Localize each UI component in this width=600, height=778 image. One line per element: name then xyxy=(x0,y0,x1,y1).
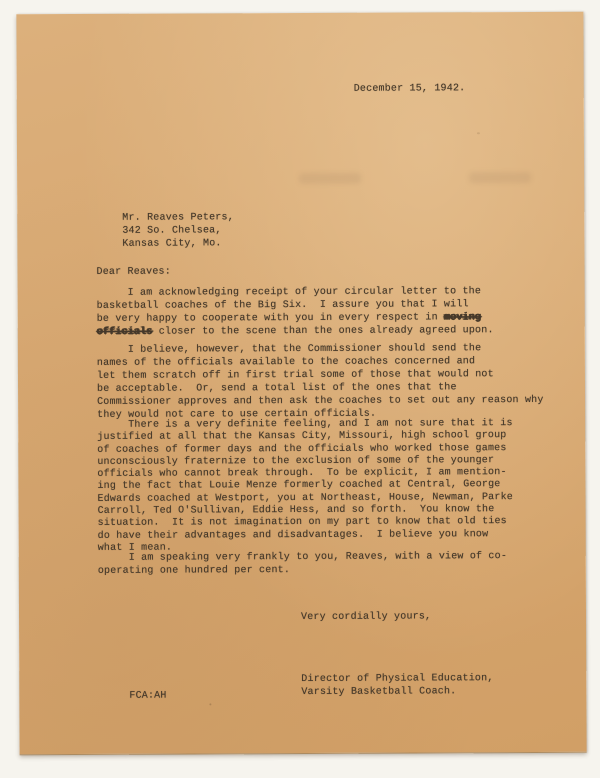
complimentary-closing: Very cordially yours, xyxy=(300,611,432,624)
typist-reference: FCA:AH xyxy=(129,690,167,702)
text-line: Commissioner approves and then ask the coaches to set out any reason why xyxy=(97,394,544,408)
text-line: ing the fact that Louie Menze formerly coached at Central, George xyxy=(97,479,501,493)
text-line: situation. It is not imagination on my part to know that old ties xyxy=(97,516,507,530)
overstruck-word: moving xyxy=(443,312,482,324)
text-line xyxy=(97,324,494,339)
typewritten-text-layer xyxy=(16,12,586,754)
text-line: what I mean. xyxy=(97,542,173,554)
signature-title-block xyxy=(301,672,493,699)
text-line: I am acknowledging receipt of your circular letter to the xyxy=(96,286,482,299)
text-line: Director of Physical Education, xyxy=(301,673,494,686)
text-line: unconsciously fraternize to the exclusion of some of the younger xyxy=(97,455,495,468)
body-paragraph-2 xyxy=(97,342,544,422)
text-line: names of the officials available to the coaches concerned and xyxy=(96,356,476,369)
text-line: basketball coaches of the Big Six. I assure you that I will xyxy=(96,299,469,312)
text-line: they would not care to use certain officials. xyxy=(97,408,377,421)
text-line: Edwards coached at Westport, you at Northeast, House, Newman, Parke xyxy=(97,491,513,505)
text-line: Carroll, Ted O'Sullivan, Eddie Hess, and so forth. You know the xyxy=(97,504,495,517)
body-paragraph-4 xyxy=(98,550,507,578)
text-line: There is a very definite feeling, and I am not sure that it is xyxy=(97,418,513,431)
text-line: operating one hundred per cent. xyxy=(97,565,291,577)
text-line: Kansas City, Mo. xyxy=(122,238,222,250)
body-paragraph-1 xyxy=(97,285,494,339)
text-line: I believe, however, that the Commissioner should send the xyxy=(96,343,482,356)
date-line: December 15, 1942. xyxy=(353,83,466,95)
salutation: Dear Reaves: xyxy=(96,266,171,278)
text-line: officials who cannot break through. To be explicit, I am mention- xyxy=(97,467,507,481)
text-line: Varsity Basketball Coach. xyxy=(301,686,457,699)
overstruck-word: officials xyxy=(96,326,153,338)
text-line: justified at all that the Kansas City, Missouri, high school group xyxy=(97,430,507,444)
text-segment: be very happy to cooperate with you in every respect in xyxy=(96,312,445,325)
text-line: of coaches of former days and the officials who worked those games xyxy=(97,442,507,456)
text-line: Mr. Reaves Peters, xyxy=(122,212,234,224)
text-line: be acceptable. Or, send a total list of the ones that the xyxy=(96,382,457,395)
text-line: I am speaking very frankly to you, Reaves, with a view of co- xyxy=(97,551,508,564)
text-line: let them scratch off in first trial some of those that would not xyxy=(96,369,494,382)
text-line: 342 So. Chelsea, xyxy=(122,225,222,237)
text-segment: closer to the scene than the ones already agreed upon. xyxy=(152,325,494,338)
text-line: do have their advantages and disadvantages. I believe you know xyxy=(97,528,489,542)
recipient-address xyxy=(122,211,234,250)
letter-page xyxy=(16,12,586,755)
body-paragraph-3 xyxy=(97,418,513,555)
